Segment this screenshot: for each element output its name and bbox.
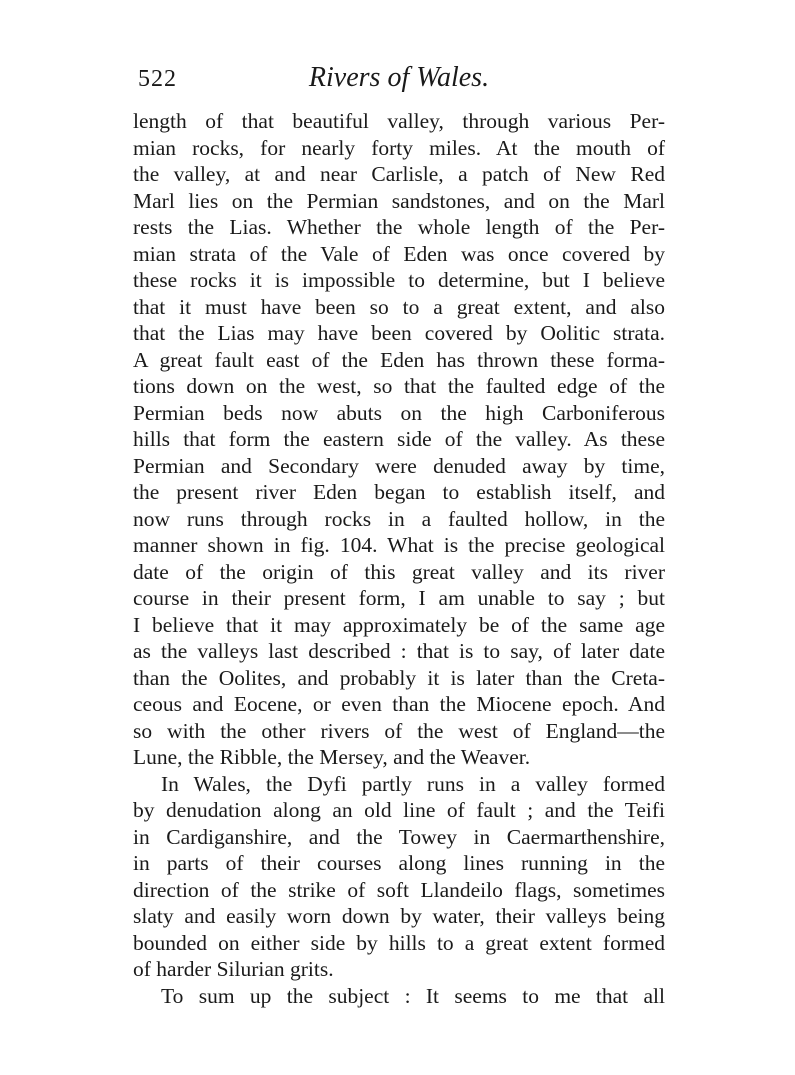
text-line: ceous and Eocene, or even than the Miocene epoch. And <box>133 692 665 716</box>
page-header <box>133 62 665 98</box>
text-line: mian strata of the Vale of Eden was once covered by <box>133 241 665 266</box>
text-line: manner shown in fig. 104. What is the precise geological <box>133 533 665 557</box>
body-text <box>133 108 665 1009</box>
text-line: course in their present form, I am unable to say ; but <box>133 586 665 610</box>
text-line: I believe that it may approximately be of the same age <box>133 612 665 637</box>
text-line: so with the other rivers of the west of England—the <box>133 718 665 743</box>
running-title: Rivers of Wales. <box>308 62 490 93</box>
text-line: date of the origin of this great valley and its river <box>133 559 665 584</box>
text-line: that the Lias may have been covered by Oolitic strata. <box>133 321 665 345</box>
paragraph-end-line: Lune, the Ribble, the Mersey, and the Weaver. <box>133 745 531 769</box>
text-line: in Cardiganshire, and the Towey in Caermarthenshire, <box>133 824 665 849</box>
paragraph-start-line: To sum up the subject : It seems to me that all <box>161 983 665 1008</box>
text-line: bounded on either side by hills to a great extent formed <box>133 930 665 955</box>
page-number: 522 <box>138 66 177 92</box>
text-line: mian rocks, for nearly forty miles. At the mouth of <box>133 135 665 160</box>
text-line: Permian and Secondary were denuded away by time, <box>133 453 665 478</box>
text-line: than the Oolites, and probably it is later than the Creta- <box>133 665 665 690</box>
text-line: tions down on the west, so that the faulted edge of the <box>133 374 665 398</box>
text-line: as the valleys last described : that is to say, of later date <box>133 639 665 663</box>
text-line: length of that beautiful valley, through various Per- <box>133 109 665 133</box>
text-line: by denudation along an old line of fault ; and the Teifi <box>133 798 665 822</box>
text-line: Permian beds now abuts on the high Carboniferous <box>133 400 665 425</box>
paragraph-end-line: of harder Silurian grits. <box>133 957 334 981</box>
text-line: the valley, at and near Carlisle, a patch of New Red <box>133 162 665 186</box>
text-line: slaty and easily worn down by water, their valleys being <box>133 904 665 928</box>
text-line: now runs through rocks in a faulted hollow, in the <box>133 506 665 531</box>
paragraph-start-line: In Wales, the Dyfi partly runs in a valley formed <box>161 771 665 796</box>
text-line: Marl lies on the Permian sandstones, and on the Marl <box>133 188 665 213</box>
text-line: A great fault east of the Eden has thrown these forma- <box>133 347 665 372</box>
text-line: these rocks it is impossible to determine, but I believe <box>133 268 665 292</box>
text-line: in parts of their courses along lines running in the <box>133 851 665 875</box>
text-line: that it must have been so to a great extent, and also <box>133 294 665 319</box>
text-line: hills that form the eastern side of the valley. As these <box>133 427 665 451</box>
text-line: direction of the strike of soft Llandeilo flags, sometimes <box>133 877 665 902</box>
text-line: the present river Eden began to establish itself, and <box>133 480 665 504</box>
text-line: rests the Lias. Whether the whole length of the Per- <box>133 215 665 239</box>
